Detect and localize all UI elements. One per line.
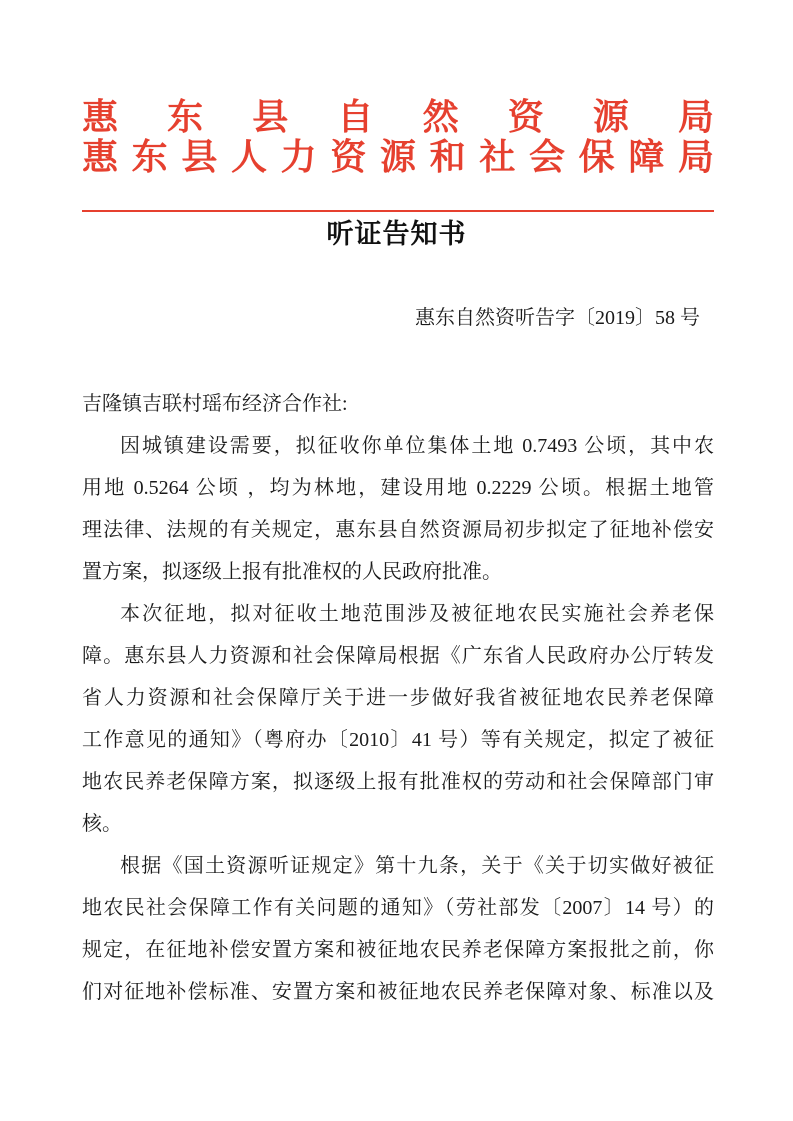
paragraph-line: 理法律、法规的有关规定，惠东县自然资源局初步拟定了征地补偿安	[82, 519, 714, 541]
paragraph-line: 工作意见的通知》（粤府办〔2010〕41 号）等有关规定，拟定了被征	[82, 729, 714, 751]
paragraph-line: 障。惠东县人力资源和社会保障局根据《广东省人民政府办公厅转发	[82, 645, 714, 667]
header-agency-line-2: 惠东县人力资源和社会保障局	[82, 137, 714, 177]
body-paragraph-1	[82, 425, 714, 593]
paragraph-line: 因城镇建设需要，拟征收你单位集体土地 0.7493 公顷，其中农	[120, 435, 714, 457]
header-agency-line-1: 惠东县自然资源局	[82, 97, 714, 137]
paragraph-line: 核。	[82, 813, 122, 835]
document-title: 听证告知书	[326, 219, 467, 249]
paragraph-line: 置方案，拟逐级上报有批准权的人民政府批准。	[82, 561, 502, 583]
header-red-rule	[82, 210, 714, 212]
document-number: 惠东自然资听告字〔2019〕58 号	[415, 307, 700, 329]
paragraph-line: 用地 0.5264 公顷 ，均为林地，建设用地 0.2229 公顷。根据土地管	[82, 477, 714, 499]
paragraph-line: 们对征地补偿标准、安置方案和被征地农民养老保障对象、标准以及	[82, 981, 714, 1003]
document-body	[82, 383, 714, 1013]
body-paragraph-3	[82, 845, 714, 1013]
paragraph-line: 本次征地，拟对征收土地范围涉及被征地农民实施社会养老保	[120, 603, 714, 625]
addressee: 吉隆镇吉联村瑶布经济合作社:	[82, 393, 348, 415]
paragraph-line: 地农民社会保障工作有关问题的通知》（劳社部发〔2007〕14 号）的	[82, 897, 714, 919]
paragraph-line: 规定，在征地补偿安置方案和被征地农民养老保障方案报批之前，你	[82, 939, 714, 961]
body-paragraph-2	[82, 593, 714, 845]
paragraph-line: 地农民养老保障方案，拟逐级上报有批准权的劳动和社会保障部门审	[82, 771, 714, 793]
paragraph-line: 省人力资源和社会保障厅关于进一步做好我省被征地农民养老保障	[82, 687, 714, 709]
paragraph-line: 根据《国土资源听证规定》第十九条，关于《关于切实做好被征	[120, 855, 714, 877]
